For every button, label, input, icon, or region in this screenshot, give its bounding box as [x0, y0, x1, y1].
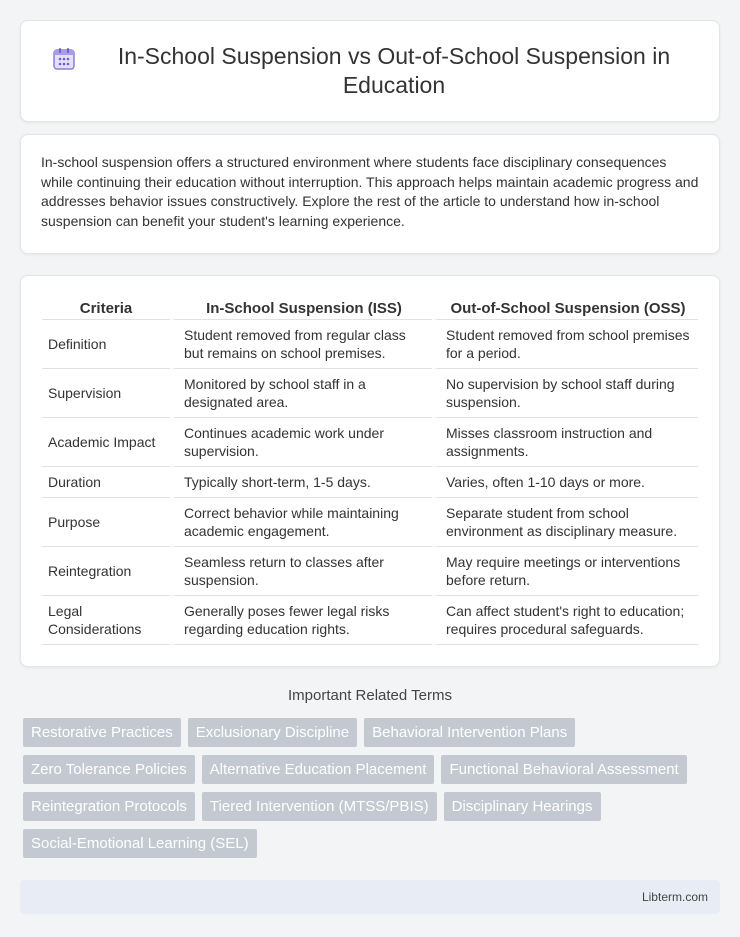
- intro-card: [20, 134, 720, 254]
- tag-behavioral-intervention-plans[interactable]: Behavioral Intervention Plans: [364, 718, 575, 747]
- table-cell: No supervision by school staff during suspension.: [432, 369, 698, 418]
- table-cell: Reintegration: [42, 547, 170, 596]
- footer: [20, 880, 720, 914]
- tag-alternative-education-placement[interactable]: Alternative Education Placement: [202, 755, 435, 784]
- table-cell: Definition: [42, 320, 170, 369]
- comparison-table: [42, 296, 698, 645]
- table-row: [42, 369, 698, 418]
- table-cell: Misses classroom instruction and assignments.: [432, 418, 698, 467]
- tag-zero-tolerance-policies[interactable]: Zero Tolerance Policies: [23, 755, 195, 784]
- table-cell: Supervision: [42, 369, 170, 418]
- table-row: [42, 467, 698, 498]
- table-cell: May require meetings or interventions before return.: [432, 547, 698, 596]
- calendar-icon: [51, 46, 77, 72]
- header-iss: In-School Suspension (ISS): [170, 296, 432, 320]
- table-cell: Generally poses fewer legal risks regarding education rights.: [170, 596, 432, 645]
- table-cell: Continues academic work under supervision.: [170, 418, 432, 467]
- tag-reintegration-protocols[interactable]: Reintegration Protocols: [23, 792, 195, 821]
- tag-social-emotional-learning[interactable]: Social-Emotional Learning (SEL): [23, 829, 257, 858]
- table-cell: Student removed from school premises for a period.: [432, 320, 698, 369]
- tag-disciplinary-hearings[interactable]: Disciplinary Hearings: [444, 792, 601, 821]
- header-oss: Out-of-School Suspension (OSS): [432, 296, 698, 320]
- comparison-card: [20, 275, 720, 667]
- page-title: In-School Suspension vs Out-of-School Suspension in Education: [117, 43, 671, 98]
- table-row: [42, 320, 698, 369]
- table-cell: Duration: [42, 467, 170, 498]
- header-criteria: Criteria: [42, 296, 170, 320]
- related-terms-section: [20, 687, 720, 866]
- footer-site-link[interactable]: Libterm.com: [641, 890, 708, 904]
- table-cell: Student removed from regular class but remains on school premises.: [170, 320, 432, 369]
- table-cell: Varies, often 1-10 days or more.: [432, 467, 698, 498]
- table-header-row: [42, 296, 698, 320]
- tag-exclusionary-discipline[interactable]: Exclusionary Discipline: [188, 718, 357, 747]
- table-cell: Legal Considerations: [42, 596, 170, 645]
- table-cell: Correct behavior while maintaining academic engagement.: [170, 498, 432, 547]
- table-cell: Typically short-term, 1-5 days.: [170, 467, 432, 498]
- table-cell: Seamless return to classes after suspension.: [170, 547, 432, 596]
- table-row: [42, 547, 698, 596]
- table-row: [42, 418, 698, 467]
- intro-paragraph: In-school suspension offers a structured environment where students face disciplinary consequences while continuing their education without interruption. This approach helps maintain academic progress and addresses behavior issues constructively. Explore the rest of the article to understand how in-school suspension can benefit your student's learning experience.: [41, 154, 699, 229]
- tag-functional-behavioral-assessment[interactable]: Functional Behavioral Assessment: [441, 755, 686, 784]
- tag-restorative-practices[interactable]: Restorative Practices: [23, 718, 181, 747]
- table-cell: Purpose: [42, 498, 170, 547]
- tag-tiered-intervention[interactable]: Tiered Intervention (MTSS/PBIS): [202, 792, 437, 821]
- related-terms-heading: Important Related Terms: [288, 687, 452, 704]
- title-card: [20, 20, 720, 122]
- table-cell: Academic Impact: [42, 418, 170, 467]
- table-cell: Can affect student's right to education; requires procedural safeguards.: [432, 596, 698, 645]
- table-cell: Separate student from school environment as disciplinary measure.: [432, 498, 698, 547]
- related-terms-tags: [20, 718, 720, 866]
- table-cell: Monitored by school staff in a designated area.: [170, 369, 432, 418]
- table-row: [42, 596, 698, 645]
- title-row: [51, 42, 689, 100]
- table-row: [42, 498, 698, 547]
